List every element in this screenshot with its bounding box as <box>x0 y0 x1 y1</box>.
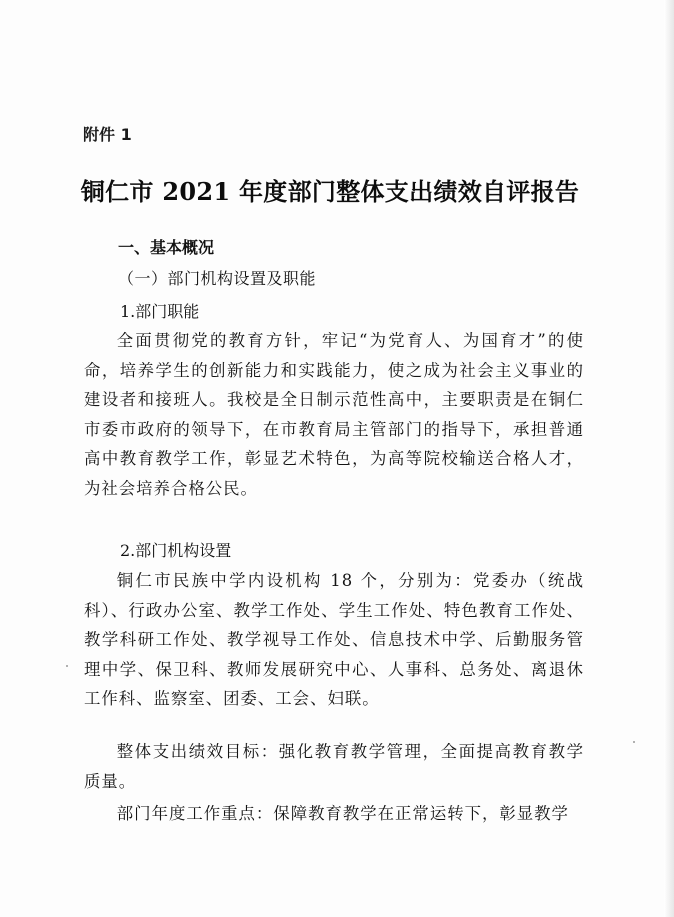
subsection-heading-structure: （一）部门机构设置及职能 <box>118 269 317 288</box>
item-heading-functions: 1.部门职能 <box>120 302 200 321</box>
paragraph-annual-focus: 部门年度工作重点：保障教育教学在正常运转下，彰显教学 <box>116 804 569 823</box>
item-heading-organization: 2.部门机构设置 <box>120 541 232 560</box>
page-edge-shadow <box>664 0 674 917</box>
scan-speck <box>633 741 635 743</box>
paragraph-organization: 铜仁市民族中学内设机构 18 个，分别为：党委办（统战科）、行政办公室、教学工作处、学生工作处、特色教育工作处、教学科研工作处、教学视导工作处、信息技术中学、后勤服务管理中学、保卫科、教师发展研究中心、人事科、总务处、离退休工作科、监察室、团委、工会、妇联。 <box>84 571 584 708</box>
paragraph-functions: 全面贯彻党的教育方针，牢记“为党育人、为国育才”的使命，培养学生的创新能力和实践能力，使之成为社会主义事业的建设者和接班人。我校是全日制示范性高中，主要职责是在铜仁市委市政府的领导下，在市教育局主管部门的指导下，承担普通高中教育教学工作，彰显艺术特色，为高等院校输送合格人才，为社会培养合格公民。 <box>84 331 584 498</box>
document-title: 铜仁市 2021 年度部门整体支出绩效自评报告 <box>80 177 580 206</box>
section-heading-basic-overview: 一、基本概况 <box>118 238 215 257</box>
scan-speck <box>66 665 68 667</box>
attachment-label: 附件 1 <box>83 125 132 144</box>
paragraph-performance-goal: 整体支出绩效目标：强化教育教学管理，全面提高教育教学质量。 <box>84 742 584 791</box>
